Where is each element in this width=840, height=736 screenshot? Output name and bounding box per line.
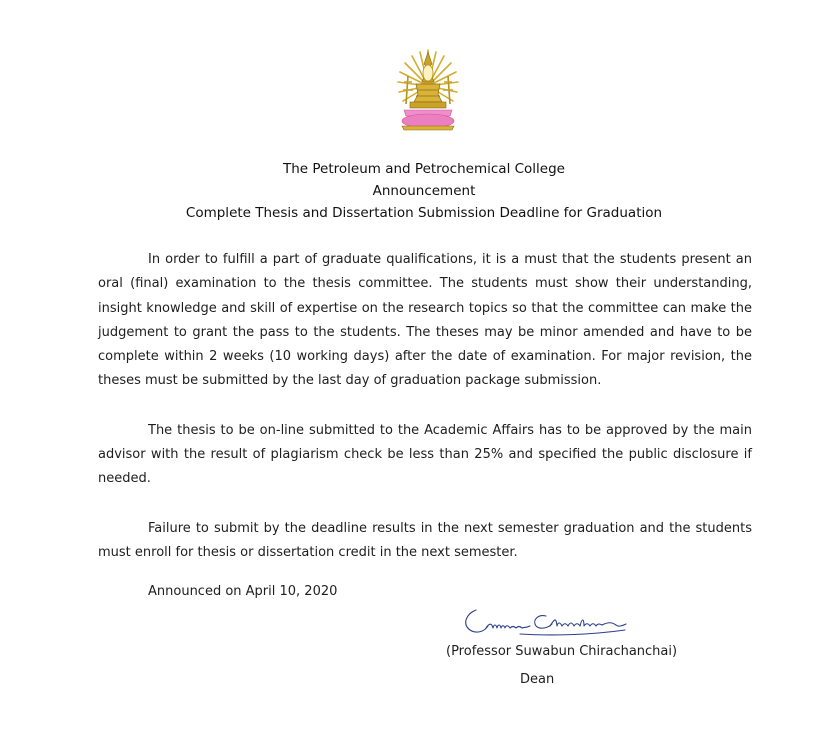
announcement-heading <box>0 158 840 224</box>
handwritten-signature <box>460 606 630 638</box>
institution-name: The Petroleum and Petrochemical College <box>283 161 565 177</box>
announcement-subject: Complete Thesis and Dissertation Submission Deadline for Graduation <box>185 205 663 221</box>
body-paragraph: The thesis to be on-line submitted to the Academic Affairs has to be approved by the main advisor with the result of plagiarism check be less than 25% and specified the public disclosure if needed. <box>98 422 752 487</box>
body-paragraph: Failure to submit by the deadline results in the next semester graduation and the students must enroll for thesis or dissertation credit in the next semester. <box>98 520 752 560</box>
signer-title: Dean <box>520 672 555 687</box>
university-emblem-icon <box>394 46 462 134</box>
document-type: Announcement <box>372 183 476 199</box>
signer-name: (Professor Suwabun Chirachanchai) <box>446 644 678 659</box>
announcement-date: Announced on April 10, 2020 <box>148 584 338 599</box>
announcement-body <box>98 248 752 565</box>
body-paragraph: In order to fulfill a part of graduate qualifications, it is a must that the students present an oral (final) examination to the thesis committee. The students must show their understanding, insight knowledge and skill of expertise on the research topics so that the committee can make the judgement to grant the pass to the students. The theses may be minor amended and have to be complete within 2 weeks (10 working days) after the date of examination. For major revision, the theses must be submitted by the last day of graduation package submission. <box>98 252 752 389</box>
